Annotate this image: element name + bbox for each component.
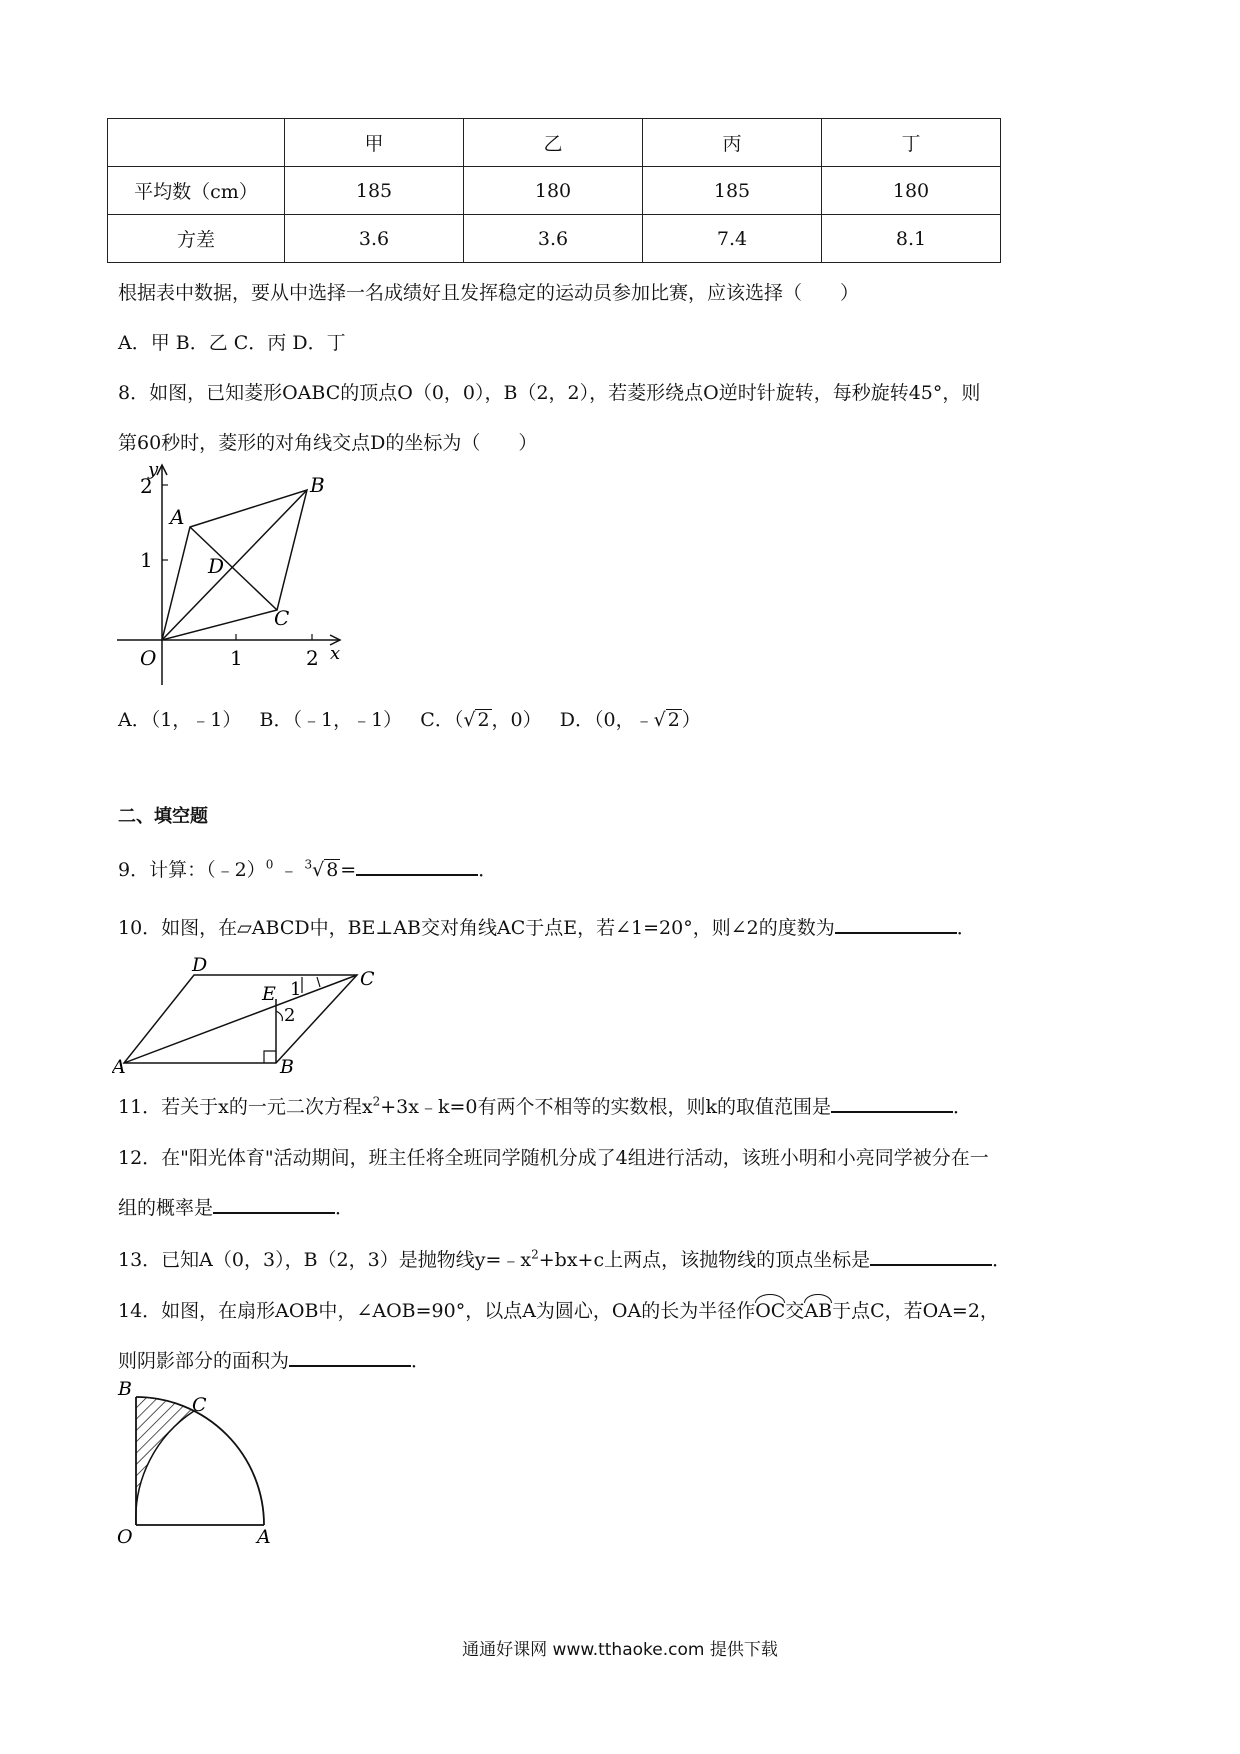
table-cell: 8.1	[822, 215, 1001, 263]
sector-figure	[112, 1375, 292, 1545]
table-row	[108, 215, 1001, 263]
table-cell: 185	[643, 167, 822, 215]
table-header-row	[108, 119, 1001, 167]
angle-2-label: 2	[284, 1005, 296, 1026]
label-B: B	[280, 1056, 294, 1075]
q8-option-d: D．（0，﹣√ 2 ）	[559, 709, 701, 731]
arc-ab: AB	[804, 1296, 832, 1322]
x-axis-label: x	[330, 643, 341, 664]
q12-line2: 组的概率是 ．	[118, 1193, 354, 1220]
q7-options: A．甲 B．乙 C．丙 D．丁	[118, 332, 346, 354]
table-row-label: 平均数（cm）	[108, 167, 285, 215]
answer-blank[interactable]	[213, 1194, 335, 1214]
label-C: C	[360, 968, 375, 990]
answer-blank[interactable]	[289, 1347, 411, 1367]
footer-credit: 通通好课网 www.tthaoke.com 提供下载	[462, 1640, 778, 1660]
label-C: C	[274, 606, 290, 630]
table-header-cell: 甲	[285, 119, 464, 167]
table-header-cell: 丁	[822, 119, 1001, 167]
label-O: O	[117, 1526, 133, 1545]
label-A: A	[170, 505, 185, 529]
table-cell: 185	[285, 167, 464, 215]
q8-line2: 第60秒时，菱形的对角线交点D的坐标为（ ）	[118, 432, 538, 454]
answer-blank[interactable]	[870, 1246, 992, 1266]
label-A: A	[257, 1526, 271, 1545]
label-C: C	[192, 1394, 207, 1416]
q13: 13．已知A（0，3），B（2，3）是抛物线$y=﹣x^2+bx+c$上两点，该抛物线的顶点坐标是 ．	[118, 1247, 1012, 1271]
section-heading: 二、填空题	[118, 806, 208, 827]
label-D: D	[192, 955, 208, 976]
table-header-cell: 乙	[464, 119, 643, 167]
q14-line2: 则阴影部分的面积为 ．	[118, 1346, 430, 1373]
q8-option-a: A．（1，﹣1）	[118, 709, 242, 731]
q9: 9．计算：（﹣2）$^0$ ﹣ $^3$√ 8 = ．	[118, 857, 498, 881]
stats-table	[107, 118, 1001, 263]
label-E: E	[262, 983, 276, 1005]
q8-line1: 8．如图，已知菱形OABC的顶点O（0，0），B（2，2），若菱形绕点O逆时针旋转，每秒旋转45°，则	[118, 382, 981, 404]
table-row	[108, 167, 1001, 215]
rhombus-figure	[112, 455, 352, 690]
q14-line1: 14．如图，在扇形AOB中，∠AOB=90°，以点A为圆心，OA的长为半径作OC交AB于点C，若OA=2，	[118, 1296, 999, 1323]
x-tick-2: 2	[306, 646, 319, 670]
parallelogram-figure	[112, 955, 382, 1075]
q7-question: 根据表中数据，要从中选择一名成绩好且发挥稳定的运动员参加比赛，应该选择（ ）	[118, 282, 860, 304]
table-header-cell: 丙	[643, 119, 822, 167]
x-tick-1: 1	[230, 646, 243, 670]
q8-option-c: C．（√ 2 ，0）	[420, 709, 542, 731]
table-header-cell	[108, 119, 285, 167]
arc-oc: OC	[755, 1296, 785, 1322]
label-A: A	[112, 1056, 126, 1075]
q12-line1: 12．在"阳光体育"活动期间，班主任将全班同学随机分成了4组进行活动，该班小明和小亮同学被分在一	[118, 1147, 989, 1169]
table-cell: 3.6	[464, 215, 643, 263]
table-cell: 3.6	[285, 215, 464, 263]
q11: 11．若关于x的一元二次方程$x^2+3x﹣k=0$有两个不相等的实数根，则k的取值范围是 ．	[118, 1094, 973, 1118]
label-O: O	[140, 646, 157, 670]
label-B: B	[310, 473, 325, 497]
table-cell: 7.4	[643, 215, 822, 263]
table-cell: 180	[822, 167, 1001, 215]
angle-1-label: 1	[290, 979, 302, 1000]
table-cell: 180	[464, 167, 643, 215]
table-row-label: 方差	[108, 215, 285, 263]
label-D: D	[208, 554, 225, 578]
answer-blank[interactable]	[356, 856, 478, 876]
y-axis-label: y	[148, 459, 159, 480]
q8-option-b: B．（﹣1，﹣1）	[259, 709, 403, 731]
y-tick-1: 1	[140, 548, 153, 572]
q10: 10．如图，在▱ABCD中，BE⊥AB交对角线AC于点E，若∠1=20°，则∠2的度数为 ．	[118, 913, 976, 940]
q8-options	[118, 705, 701, 732]
answer-blank[interactable]	[831, 1093, 953, 1113]
label-B: B	[118, 1378, 132, 1400]
answer-blank[interactable]	[835, 914, 957, 934]
y-tick-2: 2	[140, 474, 153, 498]
